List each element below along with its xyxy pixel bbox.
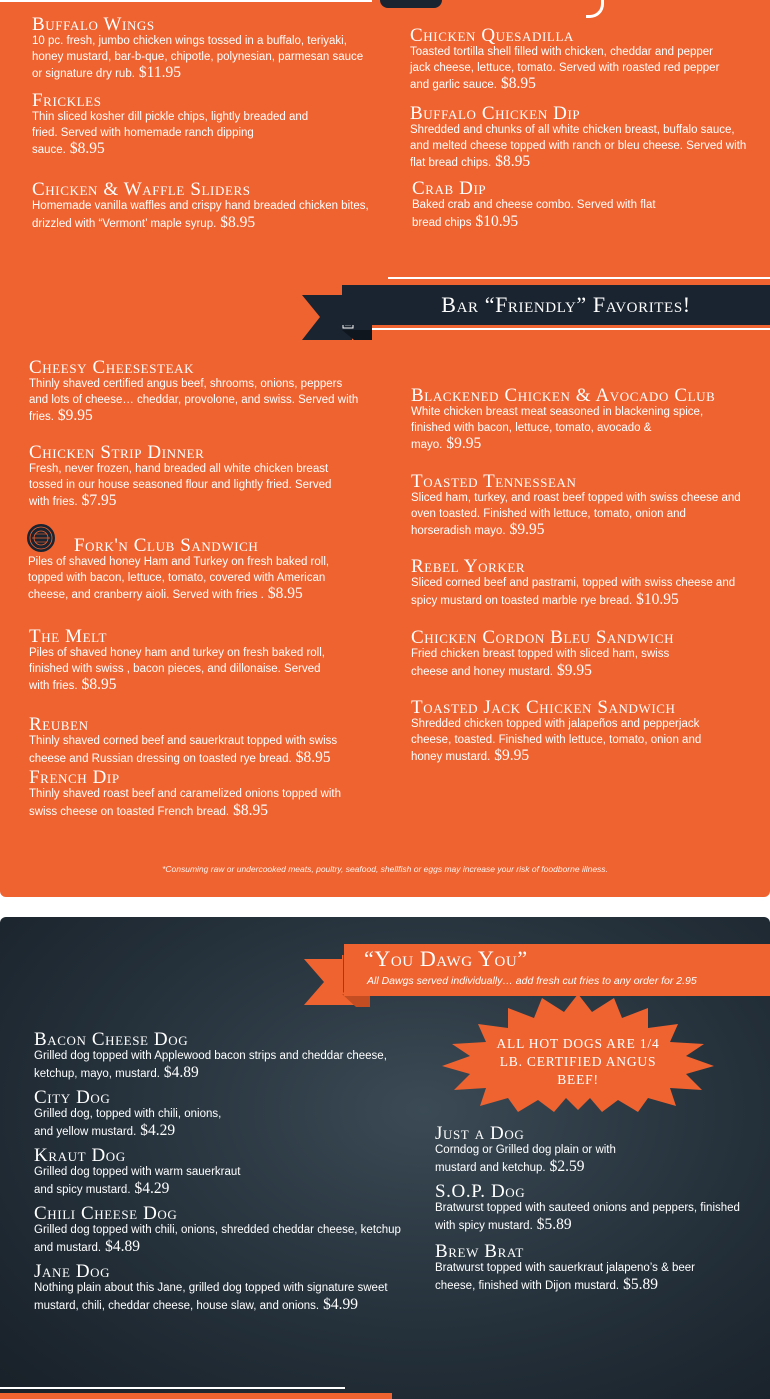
item-name: Toasted Jack Chicken Sandwich: [411, 697, 676, 718]
item-name: Chicken Cordon Bleu Sandwich: [411, 627, 675, 648]
menu-item: [435, 1183, 745, 1234]
item-name: Reuben: [29, 714, 89, 735]
menu-item: [435, 1243, 735, 1294]
item-name: Chicken Quesadilla: [410, 25, 574, 46]
item-description: Homemade vanilla waffles and crispy hand breaded chicken bites, drizzled with “Vermont’ maple syrup. $8.95: [32, 200, 369, 231]
item-price: $8.95: [495, 153, 531, 170]
menu-item: [28, 537, 363, 604]
item-name: Brew Brat: [435, 1241, 524, 1262]
item-price: $10.95: [636, 590, 679, 608]
item-name: Crab Dip: [412, 178, 487, 199]
item-name: Cheesy Cheesesteak: [29, 357, 195, 378]
item-price: $8.95: [233, 801, 268, 819]
menu-item: [29, 444, 349, 511]
item-name: Jane Dog: [34, 1261, 111, 1282]
top-divider-line: [0, 0, 372, 2]
menu-item: [435, 1125, 635, 1176]
item-description: Grilled dog topped with warm sauerkraut and spicy mustard. $4.29: [34, 1166, 241, 1197]
disclaimer: *Consuming raw or undercooked meats, poultry, seafood, shellfish or eggs may increase your risk of foodborne illness.: [162, 864, 608, 874]
item-price: $2.59: [549, 1157, 585, 1175]
item-price: $4.89: [105, 1237, 140, 1255]
item-description: White chicken breast meat seasoned in blackening spice, finished with bacon, lettuce, tomato, avocado & mayo. $9.95: [411, 406, 704, 452]
menu-item: [29, 359, 364, 426]
item-price: $8.95: [69, 140, 105, 157]
banner-rule-top: [388, 277, 770, 279]
item-name: French Dip: [29, 767, 120, 788]
item-name: Blackened Chicken & Avocado Club: [411, 385, 716, 406]
item-name: Buffalo Chicken Dip: [410, 103, 581, 124]
item-description: Piles of shaved honey ham and turkey on fresh baked roll, finished with swiss , bacon pieces, and dillonaise. Served with fries. $8.95: [29, 647, 325, 693]
item-price: $8.95: [81, 676, 117, 693]
dawg-section-subtitle: All Dawgs served individually… add fresh cut fries to any order for 2.95: [367, 975, 697, 987]
item-price: $4.29: [140, 1121, 176, 1139]
item-price: $9.95: [57, 407, 93, 424]
item-price: $5.89: [623, 1275, 658, 1293]
item-price: $8.95: [267, 585, 303, 602]
item-name: Toasted Tennessean: [411, 471, 577, 492]
menu-item: [411, 387, 761, 454]
item-description: Thinly shaved corned beef and sauerkraut topped with swiss cheese and Russian dressing on toasted rye bread. $8.95: [29, 735, 338, 766]
item-description: Thinly shaved certified angus beef, shrooms, onions, peppers and lots of cheese… cheddar, provolone, and swiss. Served with fries. $9.95: [29, 378, 359, 424]
item-description: Grilled dog topped with chili, onions, shredded cheddar cheese, ketchup and mustard. $4.89: [34, 1224, 401, 1255]
item-description: Fresh, never frozen, hand breaded all white chicken breast tossed in our house seasoned flour and lightly fried. Served with fries. $7.95: [29, 463, 332, 509]
item-description: Nothing plain about this Jane, grilled dog topped with signature sweet mustard, chili, cheddar cheese, house slaw, and onions. $4.99: [34, 1282, 388, 1313]
menu-item: [411, 558, 741, 609]
item-name: Fork'n Club Sandwich: [74, 535, 259, 556]
item-price: $4.99: [323, 1295, 358, 1313]
menu-item: [410, 105, 750, 172]
menu-item: [29, 769, 369, 820]
item-name: The Melt: [29, 626, 108, 647]
menu-item: [411, 473, 741, 540]
item-name: Chicken Strip Dinner: [29, 442, 205, 463]
item-description: Bratwurst topped with sauteed onions and peppers, finished with spicy mustard. $5.89: [435, 1202, 740, 1233]
item-price: $8.95: [295, 748, 331, 766]
item-description: Thinly shaved roast beef and caramelized onions topped with swiss cheese on toasted French bread. $8.95: [29, 788, 341, 819]
item-price: $8.95: [500, 75, 536, 92]
item-description: 10 pc. fresh, jumbo chicken wings tossed in a buffalo, teriyaki, honey mustard, bar-b-que, chipotle, polynesian, parmesan sauce or signature dry rub. $11.95: [32, 35, 364, 81]
top-hook-decoration: [586, 0, 604, 18]
menu-item: [34, 1089, 234, 1140]
item-description: Baked crab and cheese combo. Served with flat bread chips $10.95: [412, 199, 656, 230]
item-name: Frickles: [32, 90, 102, 111]
menu-item: [29, 716, 364, 767]
item-description: Grilled dog topped with Applewood bacon strips and cheddar cheese, ketchup, mayo, mustard. $4.89: [34, 1050, 387, 1081]
item-description: Toasted tortilla shell filled with chicken, cheddar and pepper jack cheese, lettuce, tomato. Served with roasted red pepper and garlic sauce. $8.95: [410, 46, 720, 92]
item-name: S.O.P. Dog: [435, 1181, 526, 1202]
item-name: Just a Dog: [435, 1123, 525, 1144]
menu-item: [29, 628, 344, 695]
item-name: Kraut Dog: [34, 1145, 126, 1166]
bottom-divider-line: [0, 1387, 345, 1389]
item-description: Shredded chicken topped with jalapeños and pepperjack cheese, toasted. Finished with lettuce, tomato, onion and honey mustard. $9.95: [411, 718, 702, 764]
menu-item: [34, 1205, 404, 1256]
item-description: Fried chicken breast topped with sliced ham, swiss cheese and honey mustard. $9.95: [411, 648, 670, 679]
item-price: $11.95: [138, 64, 181, 81]
menu-item: [32, 16, 367, 83]
banner-rule-bottom: [352, 328, 770, 330]
dawg-section-title: “You Dawg You”: [364, 946, 528, 971]
item-price: $8.95: [220, 213, 256, 231]
item-price: $9.95: [494, 747, 530, 764]
section-title: Bar “Friendly” Favorites!: [441, 292, 691, 317]
item-price: $5.89: [536, 1215, 572, 1233]
menu-item: [411, 629, 751, 680]
item-price: $9.95: [446, 435, 482, 452]
item-name: Chili Cheese Dog: [34, 1203, 178, 1224]
item-description: Piles of shaved honey Ham and Turkey on fresh baked roll, topped with bacon, lettuce, tomato, covered with American cheese, and cranberry aioli. Served with fries . $8.95: [28, 556, 330, 602]
item-name: Chicken & Waffle Sliders: [32, 179, 251, 200]
item-description: Corndog or Grilled dog plain or with mustard and ketchup. $2.59: [435, 1144, 616, 1175]
item-description: Sliced ham, turkey, and roast beef topped with swiss cheese and oven toasted. Finished with lettuce, tomato, onion and horseradish mayo. $9.95: [411, 492, 741, 538]
item-description: Shredded and chunks of all white chicken breast, buffalo sauce, and melted cheese topped with ranch or bleu cheese. Served with flat bread chips. $8.95: [410, 124, 747, 170]
item-name: Rebel Yorker: [411, 556, 526, 577]
menu-item: [411, 699, 751, 766]
item-description: Bratwurst topped with sauerkraut jalapeno’s & beer cheese, finished with Dijon mustard. $5.89: [435, 1262, 695, 1293]
item-price: $7.95: [81, 492, 117, 509]
item-description: Grilled dog, topped with chili, onions, and yellow mustard. $4.29: [34, 1108, 222, 1139]
item-price: $10.95: [475, 212, 519, 230]
menu-item: [410, 27, 735, 94]
menu-item: [34, 1147, 244, 1198]
item-price: $9.95: [509, 521, 545, 538]
top-banner-fragment: [380, 0, 442, 8]
item-name: Buffalo Wings: [32, 14, 155, 35]
item-description: Thin sliced kosher dill pickle chips, lightly breaded and fried. Served with homemade ranch dipping sauce. $8.95: [32, 111, 309, 157]
menu-item: [32, 92, 312, 159]
menu-item: [34, 1031, 404, 1082]
item-description: Sliced corned beef and pastrami, topped with swiss cheese and spicy mustard on toasted marble rye bread. $10.95: [411, 577, 736, 608]
starburst-text: ALL HOT DOGS ARE 1/4 LB. CERTIFIED ANGUS BEEF!: [496, 1036, 660, 1087]
item-name: Bacon Cheese Dog: [34, 1029, 189, 1050]
item-price: $4.29: [134, 1179, 170, 1197]
menu-item: [412, 180, 682, 231]
menu-item: [32, 181, 372, 232]
item-price: $4.89: [163, 1063, 199, 1081]
menu-item: [34, 1263, 394, 1314]
item-name: City Dog: [34, 1087, 111, 1108]
bottom-orange-bar: [0, 1393, 392, 1399]
item-price: $9.95: [556, 661, 592, 679]
